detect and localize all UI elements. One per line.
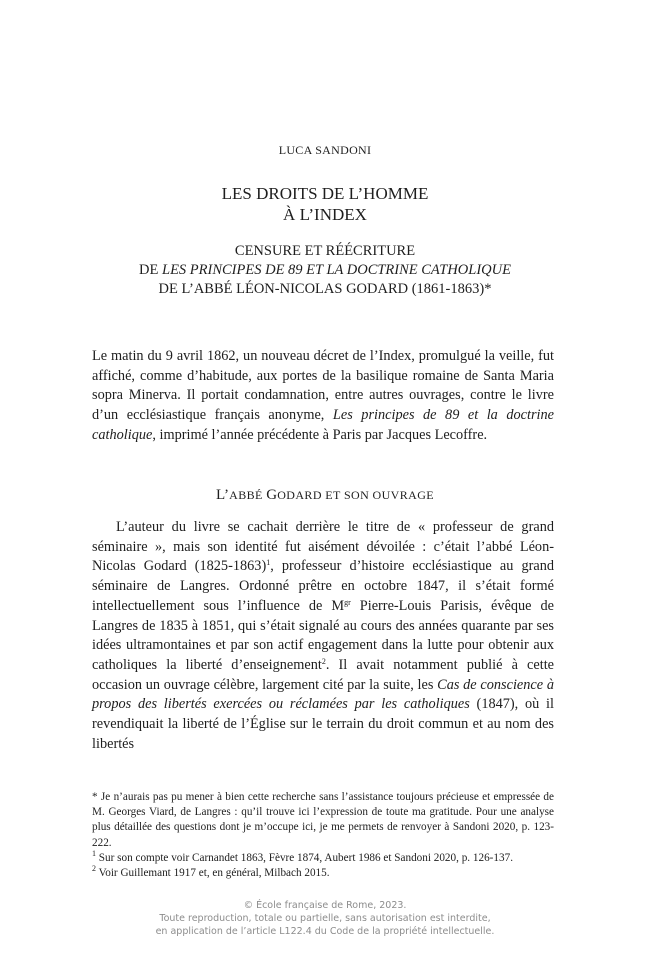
footnote-2 (92, 866, 554, 881)
copyright-notice (0, 899, 650, 938)
heading-part-4: ODARD ET SON OUVRAGE (277, 488, 435, 502)
intro-text-b: , imprimé l’année précédente à Paris par Jacques Lecoffre. (152, 426, 488, 443)
intro-paragraph (92, 347, 554, 446)
section-text-a: L’auteur du livre se cachait derrière le titre de « professeur de grand séminaire », mais son identité fut aisément dévoilée : c’était l’abbé Léon-Nicolas Godard (1825-1863) (92, 519, 554, 575)
section-heading (0, 487, 650, 504)
subtitle-line-1: CENSURE ET RÉÉCRITURE (234, 243, 416, 259)
section-text-c: Pierre-Louis Parisis, évêque de Langres de 1835 à 1851, qui s’était signalé au cours des années quarante par ses idées ultramontaines et par son actif engagement dans la lutte pour obtenir aux catholiques la liberté d’enseignement (92, 597, 554, 673)
footnote-ref-1[interactable]: 1 (266, 558, 271, 568)
section-book-title: Cas de conscience à propos des libertés exercées ou réclamées par les catholiques (92, 676, 554, 713)
title-line-2: À L’INDEX (283, 205, 367, 224)
copyright-line-3: en application de l’article L122.4 du Code de la propriété intellectuelle. (155, 926, 495, 937)
section-text-b: , professeur d’histoire ecclésiastique au grand séminaire de Langres. Ordonné prêtre en octobre 1847, il s’était formé intellectuellement sous l’influence de M (92, 558, 554, 614)
footnote-2-mark: 2 (92, 864, 96, 874)
subtitle-line-2-prefix: DE (139, 262, 162, 278)
footnote-2-text: Voir Guillemant 1917 et, en général, Milbach 2015. (96, 867, 330, 880)
subtitle-line-3: DE L’ABBÉ LÉON-NICOLAS GODARD (1861-1863)* (158, 281, 492, 297)
heading-part-1: L’ (215, 487, 230, 503)
intro-text-a: Le matin du 9 avril 1862, un nouveau décret de l’Index, promulgué la veille, fut affiché, comme d’habitude, aux portes de la basilique romaine de Santa Maria sopra Minerva. Il portait condamnation, entre autres ouvrages, contre le livre d’un ecclésiastique français anonyme, (92, 348, 554, 424)
author-name: LUCA SANDONI (278, 143, 372, 157)
subtitle-book-title: LES PRINCIPES DE 89 ET LA DOCTRINE CATHOLIQUE (162, 262, 511, 278)
mgr-superscript: gr (344, 597, 351, 607)
article-title (0, 183, 650, 225)
footnote-1 (92, 848, 554, 866)
copyright-line-2: Toute reproduction, totale ou partielle, sans autorisation est interdite, (159, 913, 491, 924)
copyright-line-1: © École française de Rome, 2023. (243, 900, 407, 911)
footnote-1-mark: 1 (92, 848, 96, 858)
section-text-e: (1847), où il revendiquait la liberté de l’Église sur le terrain du droit commun et au nom des libertés (92, 696, 555, 752)
footnote-star: * Je n’aurais pas pu mener à bien cette recherche sans l’assistance toujours précieuse et empressée de M. Georges Viard, de Langres : qu’il trouve ici l’expression de toute ma gratitude. Pour une analyse plus détaillée des questions dont je m’occupe ici, je me permets de renvoyer à Sandoni 2020, p. 123-222. (92, 791, 554, 849)
section-text-d: . Il avait notamment publié à cette occasion un ouvrage célèbre, largement cité par la suite, les (92, 656, 555, 693)
footnote-ref-2[interactable]: 2 (321, 656, 326, 666)
footnote-1-text: Sur son compte voir Carnandet 1863, Fèvre 1874, Aubert 1986 et Sandoni 2020, p. 126-137. (96, 851, 513, 864)
article-subtitle (0, 242, 650, 299)
intro-book-title: Les principes de 89 et la doctrine catholique (92, 407, 555, 443)
footnotes (92, 790, 554, 881)
heading-part-3: G (266, 487, 278, 503)
subtitle-line-2 (0, 261, 650, 280)
section-paragraph (92, 518, 554, 754)
heading-part-2: ABBÉ (229, 488, 267, 502)
title-line-1: LES DROITS DE L’HOMME (221, 184, 429, 203)
